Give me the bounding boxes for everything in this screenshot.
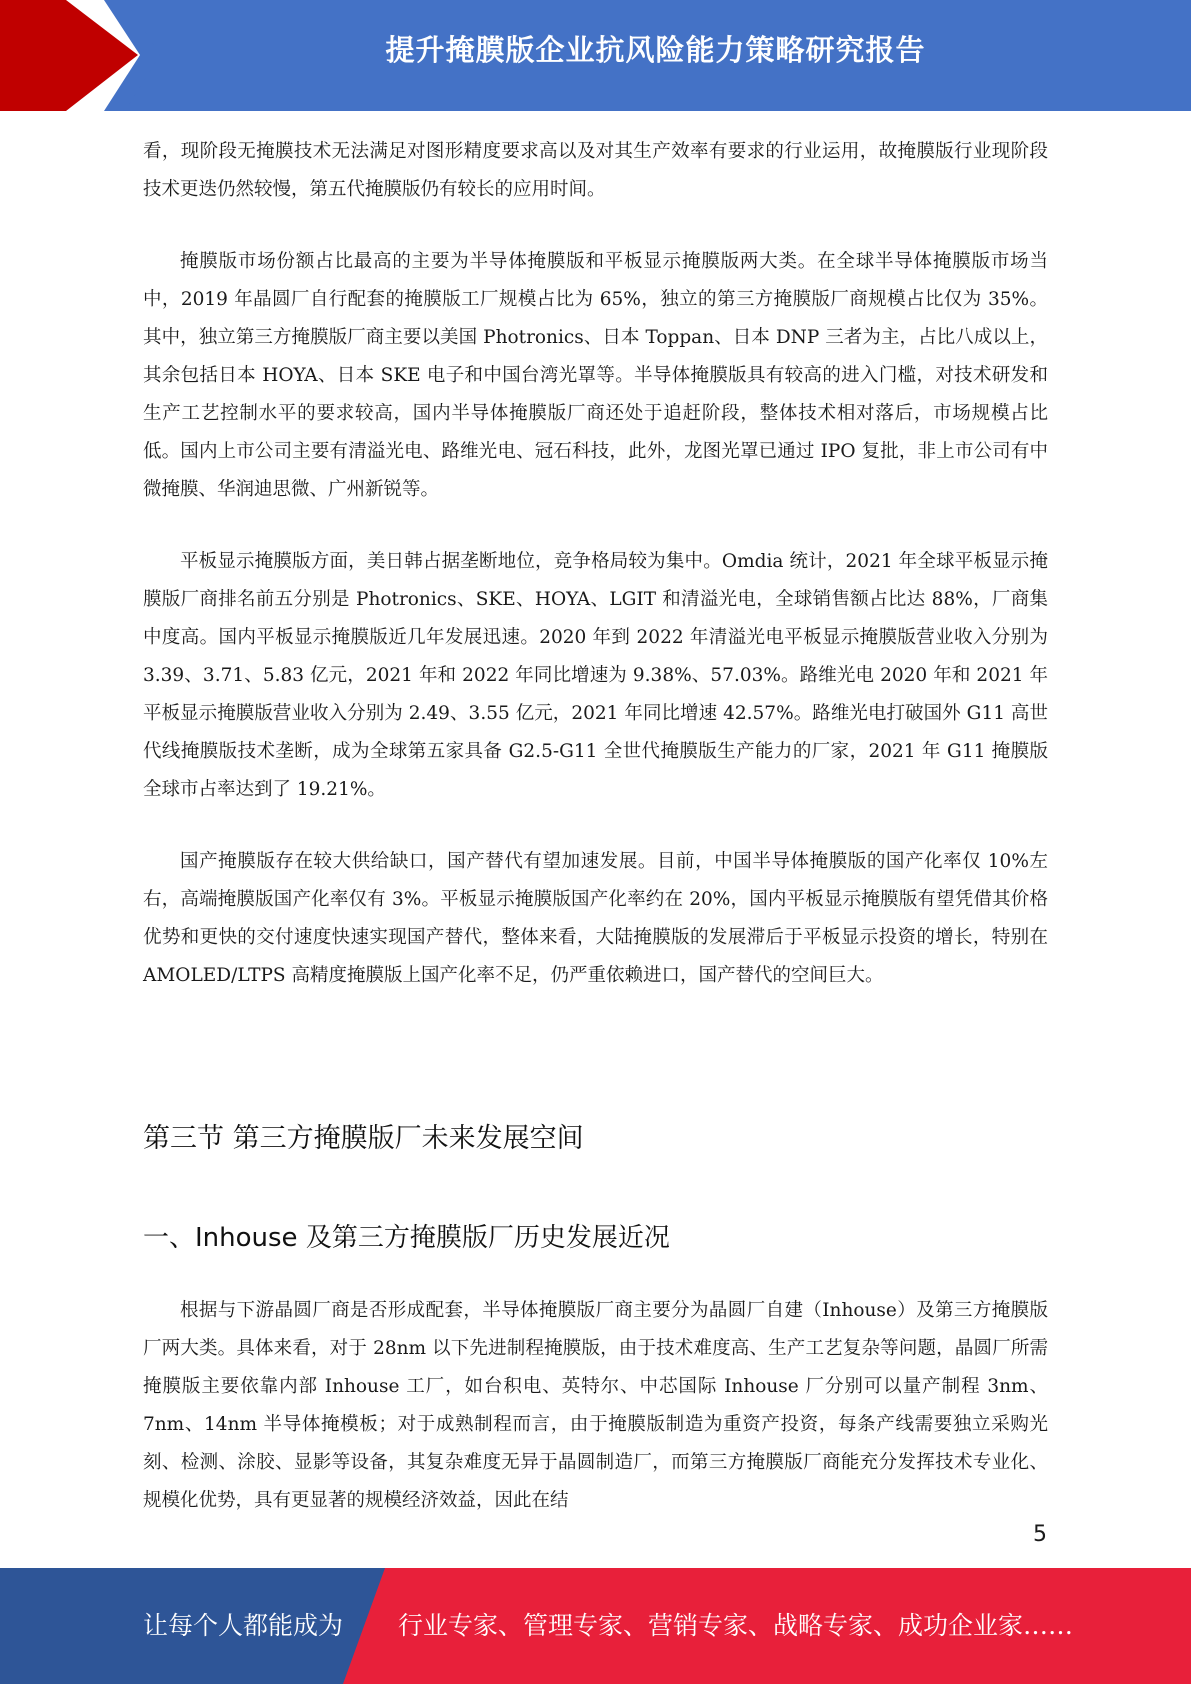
header-chevron-decoration bbox=[0, 0, 160, 111]
paragraph-continuation: 看，现阶段无掩膜技术无法满足对图形精度要求高以及对其生产效率有要求的行业运用，故掩膜版行业现阶段技术更迭仍然较慢，第五代掩膜版仍有较长的应用时间。 bbox=[143, 141, 1048, 200]
body-text bbox=[143, 133, 1048, 1029]
paragraph-market-share: 掩膜版市场份额占比最高的主要为半导体掩膜版和平板显示掩膜版两大类。在全球半导体掩膜版市场当中，2019 年晶圆厂自行配套的掩膜版工厂规模占比为 65%，独立的第三方掩膜版厂商规模占比仅为 35%。其中，独立第三方掩膜版厂商主要以美国 Photronics、日本 Toppan、日本 DNP 三者为主，占比八成以上，其余包括日本 HOYA、日本 SKE 电子和中国台湾光罩等。半导体掩膜版具有较高的进入门槛，对技术研发和生产工艺控制水平的要求较高，国内半导体掩膜版厂商还处于追赶阶段，整体技术相对落后，市场规模占比低。国内上市公司主要有清溢光电、路维光电、冠石科技，此外，龙图光罩已通过 IPO 复批，非上市公司有中微掩膜、华润迪思微、广州新锐等。 bbox=[143, 251, 1048, 500]
footer-slogan-left: 让每个人都能成为 bbox=[143, 1611, 344, 1640]
page-number: 5 bbox=[1033, 1522, 1047, 1547]
paragraph-domestic-substitution: 国产掩膜版存在较大供给缺口，国产替代有望加速发展。目前，中国半导体掩膜版的国产化率仅 10%左右，高端掩膜版国产化率仅有 3%。平板显示掩膜版国产化率约在 20%，国内平板显示掩膜版有望凭借其价格优势和更快的交付速度快速实现国产替代，整体来看，大陆掩膜版的发展滞后于平板显示投资的增长，特别在 AMOLED/LTPS 高精度掩膜版上国产化率不足，仍严重依赖进口，国产替代的空间巨大。 bbox=[143, 851, 1048, 986]
report-header bbox=[0, 0, 1191, 111]
report-title: 提升掩膜版企业抗风险能力策略研究报告 bbox=[385, 33, 926, 67]
paragraph-flat-panel: 平板显示掩膜版方面，美日韩占据垄断地位，竞争格局较为集中。Omdia 统计，2021 年全球平板显示掩膜版厂商排名前五分别是 Photronics、SKE、HOYA、LGIT 和清溢光电，全球销售额占比达 88%，厂商集中度高。国内平板显示掩膜版近几年发展迅速。2020 年到 2022 年清溢光电平板显示掩膜版营业收入分别为 3.39、3.71、5.83 亿元，2021 年和 2022 年同比增速为 9.38%、57.03%。路维光电 2020 年和 2021 年平板显示掩膜版营业收入分别为 2.49、3.55 亿元，2021 年同比增速 42.57%。路维光电打破国外 G11 高世代线掩膜版技术垄断，成为全球第五家具备 G2.5-G11 全世代掩膜版生产能力的厂家，2021 年 G11 掩膜版全球市占率达到了 19.21%。 bbox=[143, 551, 1048, 800]
paragraph-inhouse-third-party: 根据与下游晶圆厂商是否形成配套，半导体掩膜版厂商主要分为晶圆厂自建（Inhouse）及第三方掩膜版厂两大类。具体来看，对于 28nm 以下先进制程掩膜版，由于技术难度高、生产工艺复杂等问题，晶圆厂所需掩膜版主要依靠内部 Inhouse 工厂，如台积电、英特尔、中芯国际 Inhouse 厂分别可以量产制程 3nm、7nm、14nm 半导体掩模板；对于成熟制程而言，由于掩膜版制造为重资产投资，每条产线需要独立采购光刻、检测、涂胶、显影等设备，其复杂难度无异于晶圆制造厂，而第三方掩膜版厂商能充分发挥技术专业化、规模化优势，具有更显著的规模经济效益，因此在结 bbox=[143, 1300, 1048, 1511]
subsection-heading: 一、Inhouse 及第三方掩膜版厂历史发展近况 bbox=[143, 1223, 670, 1253]
footer-slogan-right: 行业专家、管理专家、营销专家、战略专家、成功企业家…… bbox=[398, 1611, 1074, 1640]
section-body-text bbox=[143, 1292, 1048, 1554]
section-heading: 第三节 第三方掩膜版厂未来发展空间 bbox=[143, 1123, 584, 1154]
report-footer bbox=[0, 1568, 1191, 1684]
